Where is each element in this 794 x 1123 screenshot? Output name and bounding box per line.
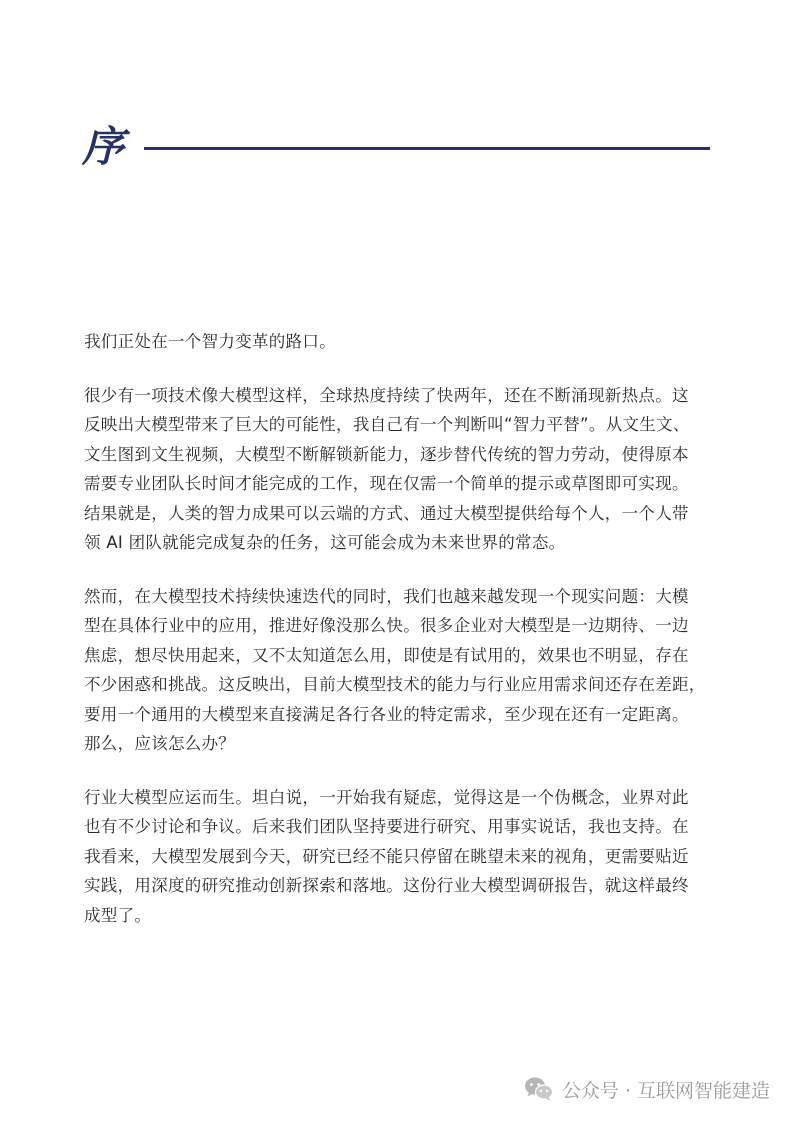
watermark-label: 公众号 · 互联网智能建造 [561,1079,770,1102]
text-line: 也有不少讨论和争议。后来我们团队坚持要进行研究、用事实说话，我也支持。在 [84,817,689,836]
wechat-icon [524,1076,554,1102]
heading-divider [144,147,710,150]
text-line: 文生图到文生视频，大模型不断解锁新能力，逐步替代传统的智力劳动，使得原本 [84,444,689,464]
text-line: 然而，在大模型技术持续快速迭代的同时，我们也越来越发现一个现实问题：大模 [84,586,689,606]
text-line: 很少有一项技术像大模型这样，全球热度持续了快两年，还在不断涌现新热点。这 [84,385,689,405]
watermark [524,1073,770,1105]
text-line: 我们正处在一个智力变革的路口。 [84,332,336,351]
text-line: 焦虑，想尽快用起来，又不太知道怎么用，即使是有试用的，效果也不明显，存在 [84,645,689,665]
text-line: 那么，应该怎么办？ [84,734,236,753]
paragraph [84,783,714,931]
body-text [84,327,714,954]
text-line: 不少困惑和挑战。这反映出，目前大模型技术的能力与行业应用需求间还存在差距， [84,675,706,694]
text-line: 需要专业团队长时间才能完成的工作，现在仅需一个简单的提示或草图即可实现。 [84,474,689,493]
paragraph [84,381,714,558]
text-line: 成型了。 [84,905,152,925]
text-line: 型在具体行业中的应用，推进好像没那么快。很多企业对大模型是一边期待、一边 [84,616,689,635]
text-line: 实践，用深度的研究推动创新探索和落地。这份行业大模型调研报告，就这样最终 [84,876,689,895]
text-line: 结果就是，人类的智力成果可以云端的方式、通过大模型提供给每个人，一个人带 [84,503,689,523]
paragraph [84,327,714,357]
paragraph [84,582,714,759]
page-title: 序 [82,122,125,171]
section-heading [82,118,712,178]
text-line: 我看来，大模型发展到今天，研究已经不能只停留在眺望未来的视角，更需要贴近 [84,846,689,866]
text-line: 反映出大模型带来了巨大的可能性，我自己有一个判断叫“智力平替”。从文生文、 [84,415,690,434]
text-line: 要用一个通用的大模型来直接满足各行各业的特定需求，至少现在还有一定距离。 [84,704,689,724]
text-line: 领 AI 团队就能完成复杂的任务，这可能会成为未来世界的常态。 [84,533,566,552]
text-line: 行业大模型应运而生。坦白说，一开始我有疑虑，觉得这是一个伪概念，业界对此 [84,787,689,807]
